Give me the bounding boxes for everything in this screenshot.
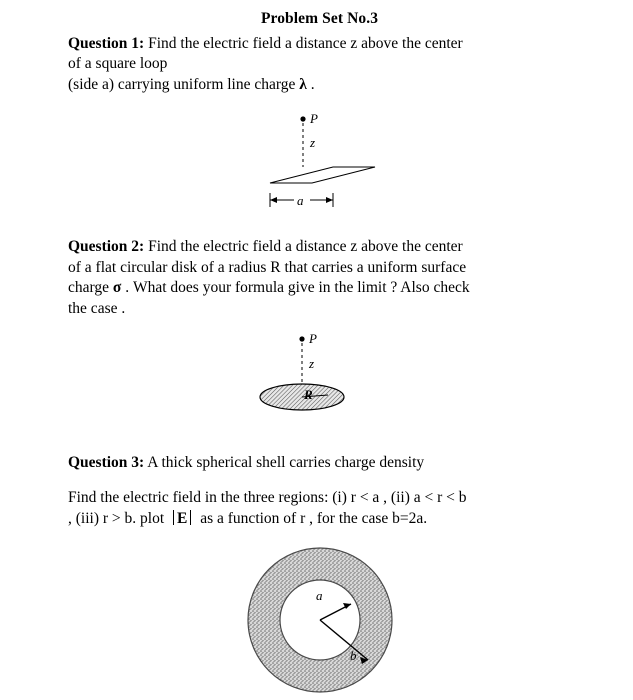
radius-a-label: a [315, 587, 322, 603]
shell-annulus [220, 538, 420, 698]
z-label: z [309, 135, 315, 151]
question-3-block [68, 453, 571, 474]
point-p-dot [299, 337, 304, 342]
radius-r-label: R [303, 387, 313, 403]
charged-disk-figure [68, 327, 571, 427]
question-1-text-line-3: (side a) carrying uniform line charge [68, 75, 296, 93]
question-2-label: Question 2: [68, 238, 145, 256]
question-2-text-line-2: of a flat circular disk of a radius R that carries a uniform surface [68, 258, 467, 276]
field-symbol: E [177, 510, 188, 528]
shell-svg [220, 538, 420, 698]
question-1-block [68, 34, 571, 95]
question-1-text-line-1: Find the electric field a distance z above the center [148, 35, 463, 52]
page-title: Problem Set No.3 [260, 10, 379, 27]
right-bar [190, 510, 191, 525]
z-label: z [308, 356, 314, 372]
question-2-text-line-1: Find the electric field a distance z above the center [148, 238, 463, 256]
dim-arrow-left [270, 197, 277, 203]
question-2-text-line-3: charge [68, 279, 110, 297]
left-bar [173, 510, 174, 525]
charged-disk-svg [240, 327, 400, 427]
lambda-symbol: λ [299, 75, 307, 93]
question-3-body [68, 488, 571, 530]
field-magnitude-notation [168, 509, 196, 530]
question-3-text-line-3a: , (iii) r > b. plot [68, 510, 165, 528]
question-3-text-line-1: A thick spherical shell carries charge density [147, 454, 425, 472]
question-2-text-line-4: . What does your formula give in the limit ? Also check [125, 279, 470, 297]
sigma-symbol: σ [112, 279, 122, 297]
question-3-text-line-2: Find the electric field in the three regions: (i) r < a , (ii) a < r < b [68, 489, 467, 507]
question-1-text-line-2: of a square loop [68, 55, 168, 73]
question-1-text-line-4: . [310, 75, 315, 93]
question-2-text-line-5: the case . [68, 299, 126, 317]
point-p-dot [300, 117, 305, 122]
point-p-label: P [308, 331, 317, 347]
thick-spherical-shell-figure [68, 538, 571, 698]
question-3-text-line-3b: as a function of r , for the case b=2a. [200, 510, 428, 528]
question-3-label: Question 3: [68, 454, 145, 472]
radius-b-label: b [349, 647, 356, 663]
dim-arrow-right [326, 197, 333, 203]
loop-outline [270, 167, 375, 183]
question-2-block [68, 237, 571, 319]
square-loop-figure [68, 105, 571, 215]
point-p-label: P [309, 111, 318, 127]
square-loop-svg [240, 105, 400, 215]
side-a-label: a [296, 193, 303, 209]
question-1-label: Question 1: [68, 35, 145, 52]
